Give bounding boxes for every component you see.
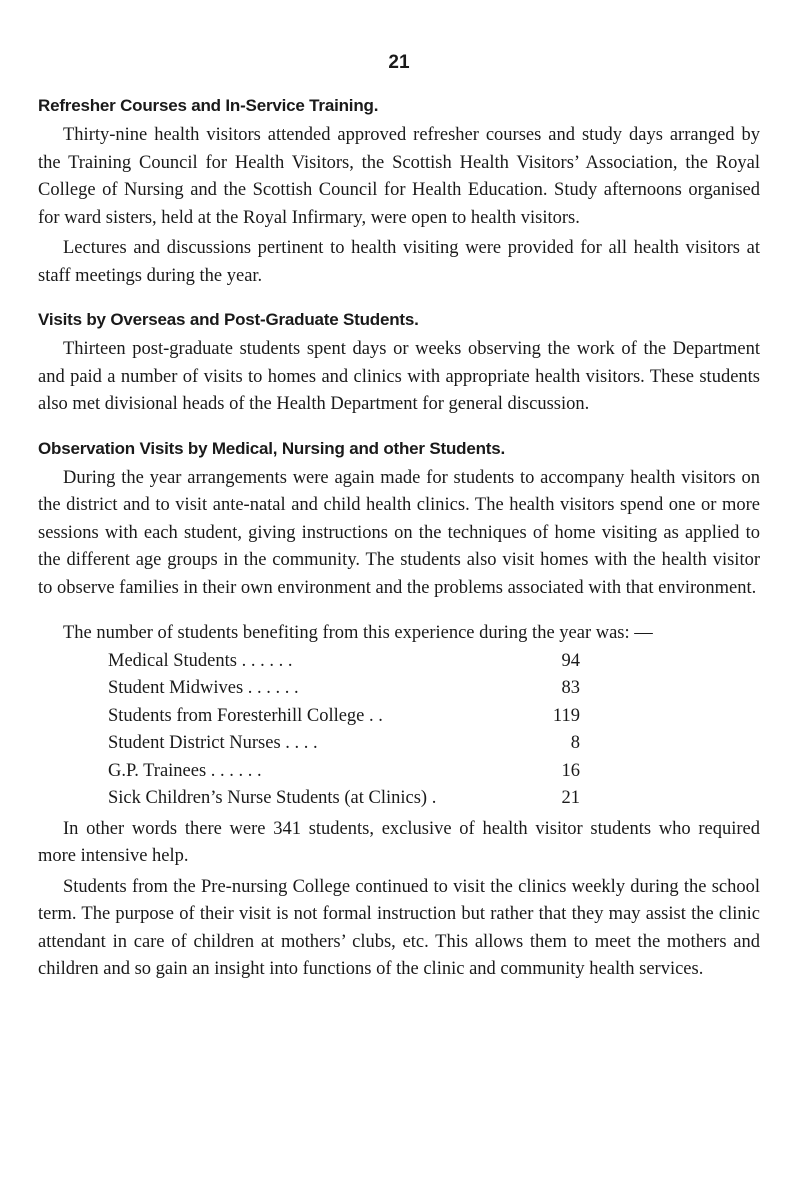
paragraph: Lectures and discussions pertinent to health visiting were provided for all health visitors at staff meetings during the year. — [38, 238, 760, 286]
stat-label: Student District Nurses . . . . — [108, 733, 318, 753]
stat-label: G.P. Trainees . . . . . . — [108, 760, 262, 781]
stat-value: 8 — [570, 733, 580, 753]
section-observation-visits — [38, 439, 760, 984]
paragraph: Thirty-nine health visitors attended approved refresher courses and study days arranged by the Training Council for Health Visitors, the Scottish Health Visitors’ Association, the Royal College of Nursing and the Scottish Council for Health Education. Study afternoons organised for ward sisters, held at the Royal Infirmary, were open to health visitors. — [38, 125, 760, 228]
section-heading: Visits by Overseas and Post-Graduate Students. — [38, 310, 419, 329]
list-item — [108, 758, 580, 786]
stat-value: 83 — [561, 678, 580, 698]
list-item — [108, 675, 580, 703]
stat-label: Students from Foresterhill College . . — [108, 705, 383, 726]
paragraph: During the year arrangements were again made for students to accompany health visitors on the district and to visit ante-natal and child health clinics. The health visitors spend one or more sessions with each student, giving instructions on the techniques of home visiting as applied to the different age groups in the community. The students also visit homes with the health visitor to observe families in their own environment and the problems associated with that environment. — [38, 467, 760, 598]
stats-intro: The number of students benefiting from this experience during the year was: — — [63, 623, 653, 643]
list-item — [108, 648, 580, 676]
list-item — [108, 703, 580, 731]
page-number: 21 — [388, 52, 410, 73]
section-heading: Refresher Courses and In-Service Training. — [38, 96, 379, 115]
section-refresher-courses — [38, 96, 760, 290]
stat-value: 21 — [561, 788, 580, 808]
list-item — [108, 730, 580, 758]
paragraph: Thirteen post-graduate students spent days or weeks observing the work of the Department and paid a number of visits to homes and clinics with appropriate health visitors. These students also met divisional heads of the Health Department for general discussion. — [38, 339, 760, 414]
section-overseas-students — [38, 310, 760, 419]
student-stats-list — [108, 648, 580, 813]
paragraph: Students from the Pre-nursing College continued to visit the clinics weekly during the school term. The purpose of their visit is not formal instruction but rather that they may assist the clinic attendant in care of children at mothers’ clubs, etc. This allows them to meet the mothers and children and so gain an insight into functions of the clinic and community health services. — [38, 876, 760, 979]
paragraph: In other words there were 341 students, exclusive of health visitor students who required more intensive help. — [38, 818, 760, 866]
list-item — [108, 785, 580, 813]
stat-label: Student Midwives . . . . . . — [108, 678, 299, 698]
stat-label: Medical Students . . . . . . — [108, 650, 293, 671]
stat-label: Sick Children’s Nurse Students (at Clinics) . — [108, 788, 437, 808]
section-heading: Observation Visits by Medical, Nursing and other Students. — [38, 438, 506, 458]
stat-value: 16 — [561, 760, 580, 781]
stat-value: 94 — [561, 650, 580, 671]
stat-value: 119 — [552, 705, 580, 726]
document-page — [38, 52, 760, 1004]
